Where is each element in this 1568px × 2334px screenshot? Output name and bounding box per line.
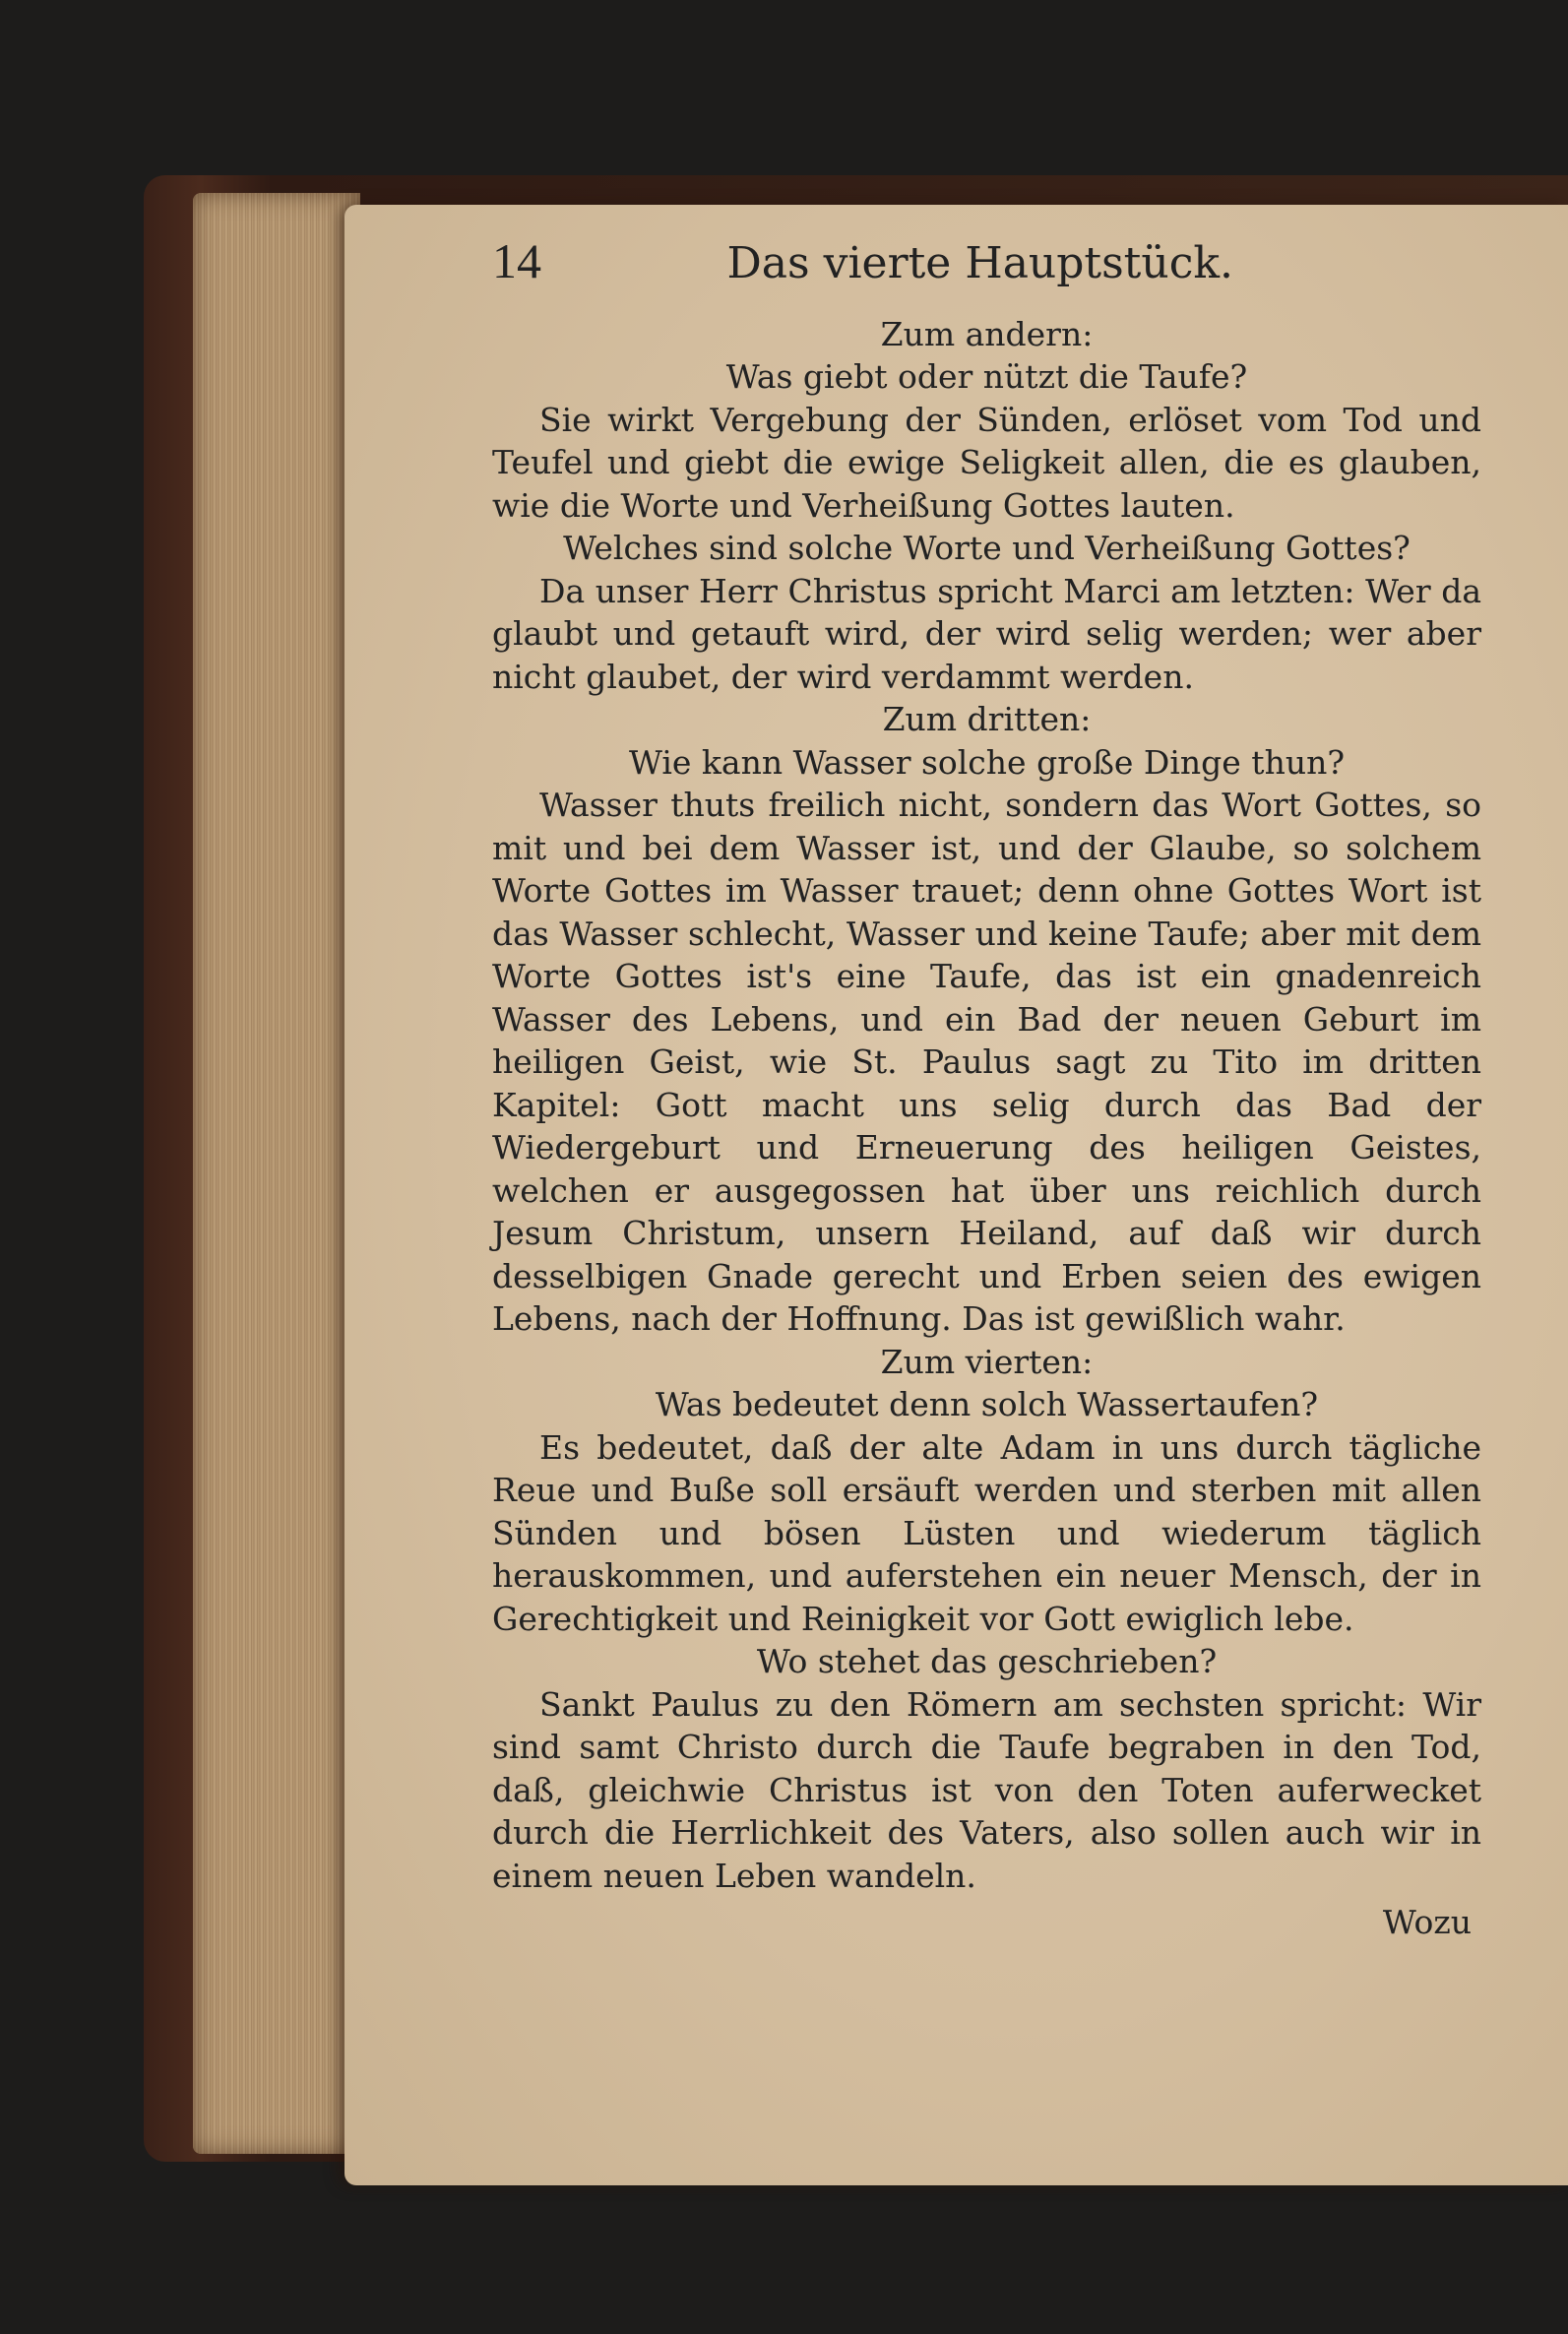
section-heading: Zum andern:: [880, 314, 1094, 353]
question: Welches sind solche Worte und Verheißung Gottes?: [563, 529, 1411, 567]
question: Wie kann Wasser solche große Dinge thun?: [628, 742, 1346, 782]
running-title: Das vierte Hauptstück.: [726, 238, 1233, 288]
question: Wo stehet das geschrieben?: [756, 1642, 1218, 1680]
question: Was giebt oder nützt die Taufe?: [725, 357, 1248, 396]
answer: Wasser thuts freilich nicht, sondern das Wort Gottes, so mit und bei dem Wasser ist, und der Glaube, so solchem Worte Gottes im Wasser trauet; denn ohne Gottes Wort ist das Wasser schlecht, Wasser und keine Taufe; aber mit dem Worte Gottes ist's eine Taufe, das ist ein gnadenreich Wasser des Lebens, und ein Bad der neuen Geburt im heiligen Geist, wie St. Paulus sagt zu Tito im dritten Kapitel: Gott macht uns selig durch das Bad der Wiedergeburt und Erneuerung des heiligen Geistes, welchen er ausgegossen hat über uns reichlich durch Jesum Christum, unsern Heiland, auf daß wir durch desselbigen Gnade gerecht und Erben seien des ewigen Lebens, nach der Hoffnung. Das ist gewißlich wahr.: [492, 786, 1481, 1338]
section-heading: Zum vierten:: [880, 1342, 1094, 1381]
answer: Sankt Paulus zu den Römern am sechsten spricht: Wir sind samt Christo durch die Taufe begraben in den Tod, daß, gleichwie Christus ist von den Toten auferwecket durch die Herrlichkeit des Vaters, also sollen auch wir in einem neuen Leben wandeln.: [492, 1684, 1481, 1895]
page-edges: [193, 193, 360, 2154]
answer: Sie wirkt Vergebung der Sünden, erlöset vom Tod und Teufel und giebt die ewige Seligkeit allen, die es glauben, wie die Worte und Verheißung Gottes lauten.: [492, 400, 1481, 525]
answer: Es bedeutet, daß der alte Adam in uns durch tägliche Reue und Buße soll ersäuft werden und sterben mit allen Sünden und bösen Lüsten und wiederum täglich herauskommen, und auferstehen ein neuer Mensch, der in Gerechtigkeit und Reinigkeit vor Gott ewiglich lebe.: [492, 1427, 1481, 1638]
catchword: Wozu: [1382, 1903, 1472, 1941]
book-page: [345, 205, 1568, 2185]
section-heading: Zum dritten:: [882, 700, 1092, 738]
answer: Da unser Herr Christus spricht Marci am letzten: Wer da glaubt und getauft wird, der wird selig werden; wer aber nicht glaubet, der wird verdammt werden.: [492, 571, 1481, 696]
page-number: 14: [492, 233, 541, 288]
question: Was bedeutet denn solch Wassertaufen?: [655, 1385, 1319, 1423]
page-header: [492, 233, 1481, 288]
page-text: [492, 233, 1481, 1944]
